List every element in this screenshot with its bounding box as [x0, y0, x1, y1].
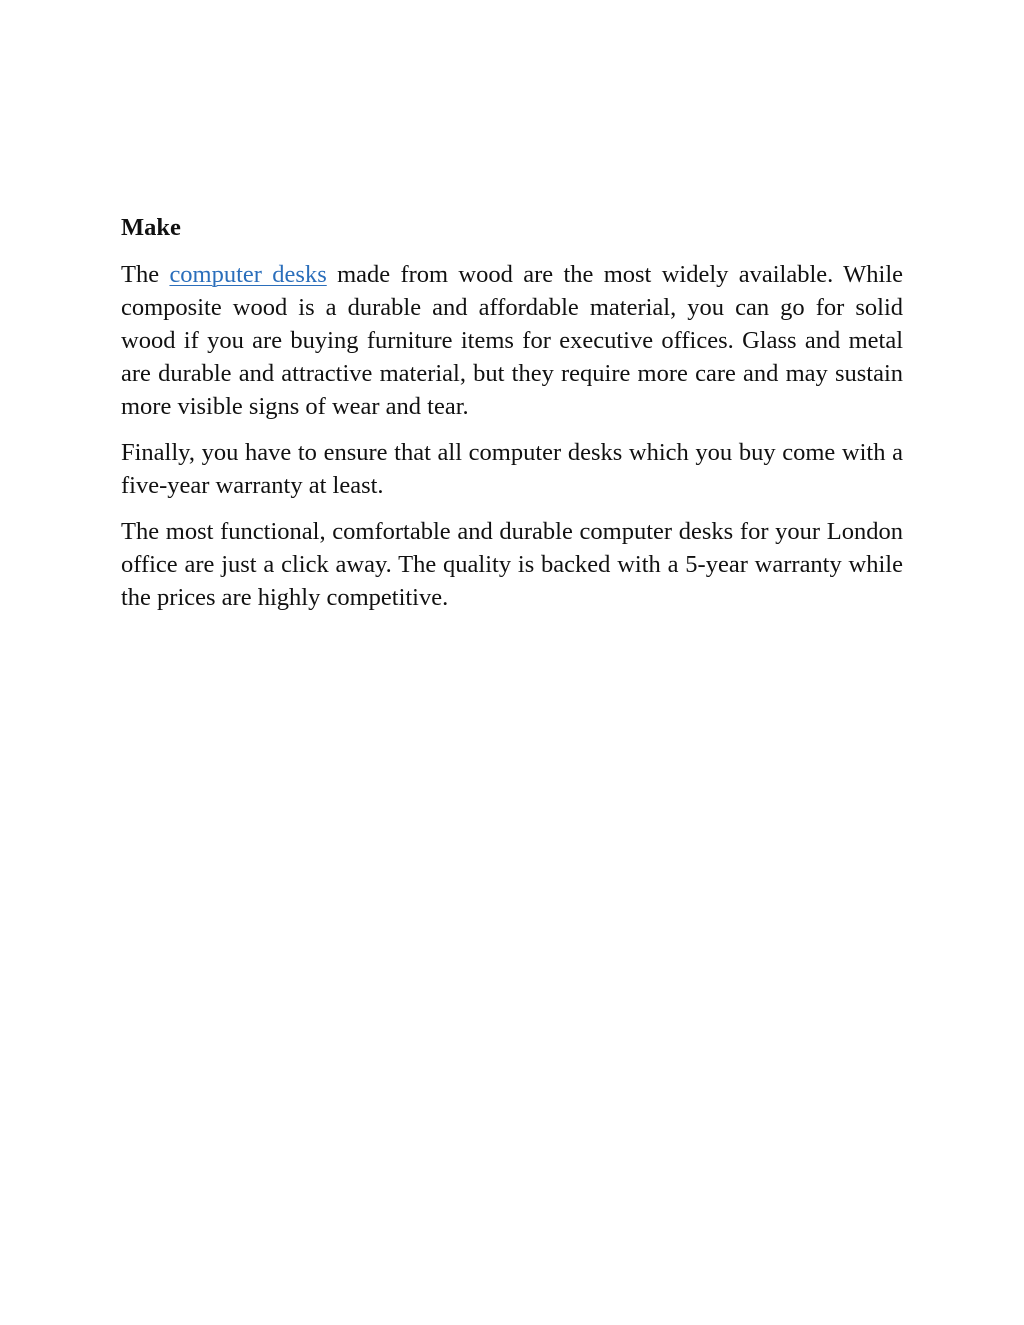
computer-desks-link[interactable]: computer desks: [169, 261, 327, 288]
paragraph-text-after-link: made from wood are the most widely available. While composite wood is a durable and affordable material, you can go for solid wood if you are buying furniture items for executive offices. Glass and metal are durable and attractive material, but they require more care and may sustain more visible signs of wear and tear.: [121, 261, 904, 420]
paragraph-materials: [121, 258, 903, 423]
paragraph-warranty: Finally, you have to ensure that all computer desks which you buy come with a five-year warranty at least.: [121, 439, 903, 499]
paragraph-closing: The most functional, comfortable and durable computer desks for your London office are just a click away. The quality is backed with a 5-year warranty while the prices are highly competitive.: [121, 518, 903, 611]
paragraph-text-before-link: The: [121, 261, 170, 288]
section-heading: Make: [121, 214, 181, 241]
document-body: [121, 210, 903, 627]
